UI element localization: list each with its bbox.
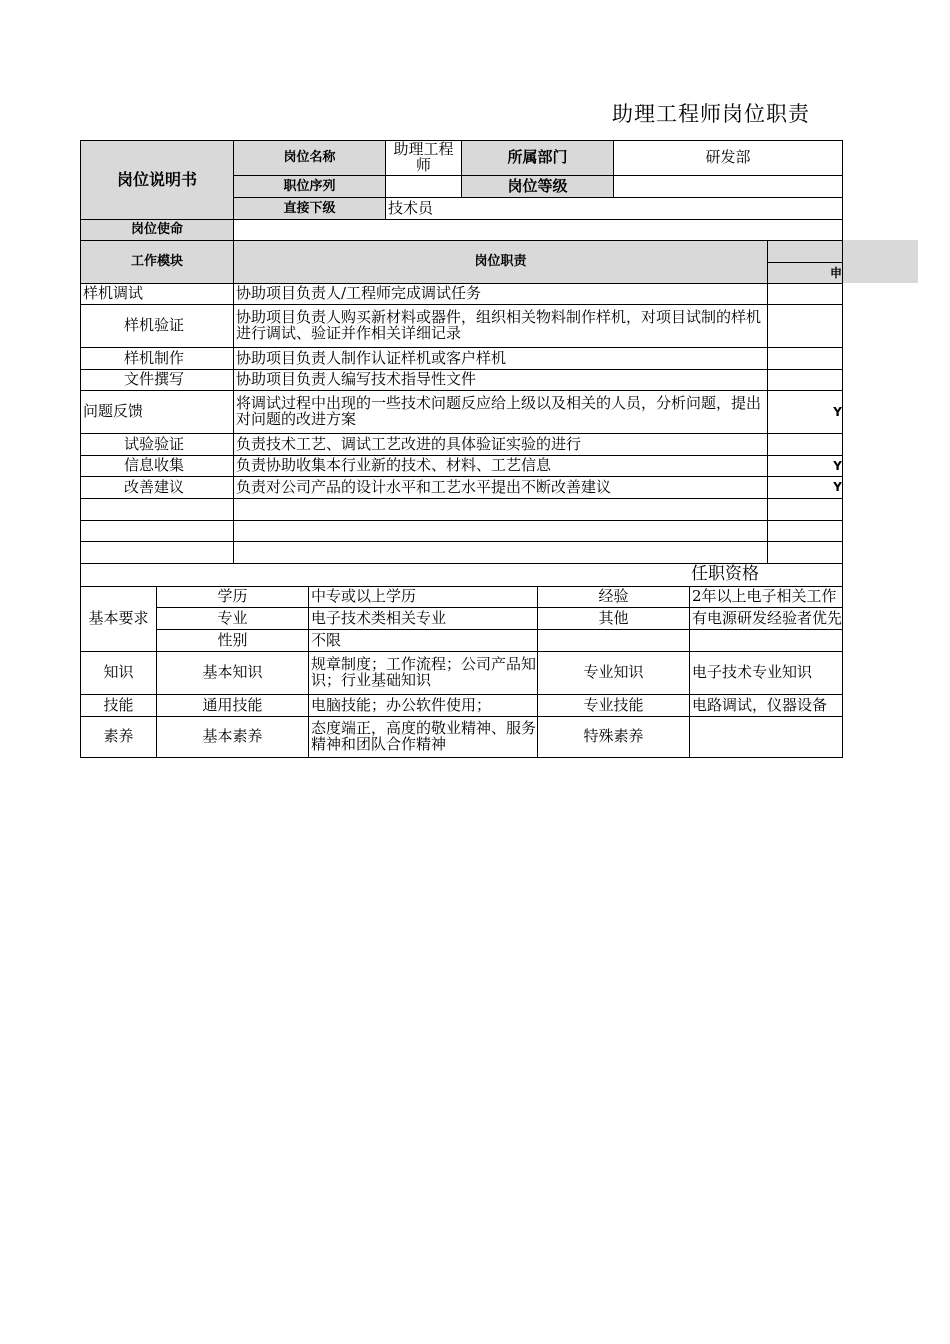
pro-knowledge-label: 专业知识	[538, 652, 690, 695]
duty-flag-8: Y	[768, 477, 843, 499]
basic-requirements-label: 基本要求	[81, 587, 157, 652]
grade-value[interactable]	[614, 176, 843, 198]
duty-text-4: 协助项目负责人编写技术指导性文件	[234, 370, 768, 391]
qualification-section-title: 任职资格	[81, 564, 843, 587]
seq-label: 职位序列	[234, 176, 386, 198]
grade-label: 岗位等级	[462, 176, 614, 198]
duty-flag-6	[768, 434, 843, 456]
duty-flag-5: Y	[768, 391, 843, 434]
module-col-header: 工作模块	[81, 241, 234, 284]
duty-text-7: 负责协助收集本行业新的技术、材料、工艺信息	[234, 456, 768, 477]
other-value: 有电源研发经验者优先	[690, 608, 843, 630]
empty-module-3[interactable]	[81, 542, 234, 564]
empty-flag-2[interactable]	[768, 521, 843, 542]
empty-duty-1[interactable]	[234, 499, 768, 521]
empty-flag-3[interactable]	[768, 542, 843, 564]
empty-flag-1[interactable]	[768, 499, 843, 521]
doc-label: 岗位说明书	[116, 169, 197, 189]
skill-label: 技能	[81, 695, 157, 717]
major-value: 电子技术类相关专业	[309, 608, 538, 630]
empty-duty-2[interactable]	[234, 521, 768, 542]
duty-module-2: 样机验证	[81, 305, 234, 348]
subordinate-value: 技术员	[386, 198, 843, 220]
empty-module-2[interactable]	[81, 521, 234, 542]
duty-flag-2	[768, 305, 843, 348]
pro-knowledge-value: 电子技术专业知识	[690, 652, 843, 695]
education-label: 学历	[157, 587, 309, 608]
job-description-table	[80, 140, 843, 758]
right-col-header-top	[768, 241, 843, 263]
gender-label: 性别	[157, 630, 309, 652]
mission-value[interactable]	[234, 220, 843, 241]
mission-label: 岗位使命	[81, 220, 234, 241]
basic-knowledge-value: 规章制度；工作流程；公司产品知识；行业基础知识	[309, 652, 538, 695]
pro-skill-label: 专业技能	[538, 695, 690, 717]
duty-flag-1	[768, 284, 843, 305]
duty-text-8: 负责对公司产品的设计水平和工艺水平提出不断改善建议	[234, 477, 768, 499]
clipped-header-panel	[843, 240, 918, 283]
knowledge-label: 知识	[81, 652, 157, 695]
other-label: 其他	[538, 608, 690, 630]
pro-skill-value: 电路调试，仪器设备	[690, 695, 843, 717]
duty-flag-4	[768, 370, 843, 391]
duty-col-header: 岗位职责	[234, 241, 768, 284]
subordinate-label: 直接下级	[234, 198, 386, 220]
duty-module-4: 文件撰写	[81, 370, 234, 391]
duty-text-5: 将调试过程中出现的一些技术问题反应给上级以及相关的人员，分析问题，提出对问题的改进方案	[234, 391, 768, 434]
empty-duty-3[interactable]	[234, 542, 768, 564]
duty-module-3: 样机制作	[81, 348, 234, 370]
right-col-header-bottom: 申	[768, 263, 843, 284]
experience-value: 2年以上电子相关工作	[690, 587, 843, 608]
seq-value[interactable]	[386, 176, 462, 198]
general-skill-label: 通用技能	[157, 695, 309, 717]
basic-quality-value: 态度端正，高度的敬业精神、服务精神和团队合作精神	[309, 717, 538, 758]
duty-module-8: 改善建议	[81, 477, 234, 499]
duty-text-2: 协助项目负责人购买新材料或器件，组织相关物料制作样机，对项目试制的样机进行调试、验证并作相关详细记录	[234, 305, 768, 348]
duty-module-7: 信息收集	[81, 456, 234, 477]
duty-flag-3	[768, 348, 843, 370]
general-skill-value: 电脑技能；办公软件使用；	[309, 695, 538, 717]
basic-quality-label: 基本素养	[157, 717, 309, 758]
duty-text-6: 负责技术工艺、调试工艺改进的具体验证实验的进行	[234, 434, 768, 456]
page-title: 助理工程师岗位职责	[612, 102, 810, 126]
post-name-label: 岗位名称	[234, 141, 386, 176]
major-label: 专业	[157, 608, 309, 630]
empty-req-value[interactable]	[690, 630, 843, 652]
duty-module-1: 样机调试	[81, 284, 234, 305]
duty-text-3: 协助项目负责人制作认证样机或客户样机	[234, 348, 768, 370]
experience-label: 经验	[538, 587, 690, 608]
special-quality-label: 特殊素养	[538, 717, 690, 758]
gender-value: 不限	[309, 630, 538, 652]
basic-knowledge-label: 基本知识	[157, 652, 309, 695]
duty-module-5: 问题反馈	[81, 391, 234, 434]
duty-module-6: 试验验证	[81, 434, 234, 456]
post-name-value: 助理工程师	[386, 141, 462, 176]
empty-req-label[interactable]	[538, 630, 690, 652]
education-value: 中专或以上学历	[309, 587, 538, 608]
empty-module-1[interactable]	[81, 499, 234, 521]
duty-text-1: 协助项目负责人/工程师完成调试任务	[234, 284, 768, 305]
dept-label: 所属部门	[462, 141, 614, 176]
dept-value: 研发部	[614, 141, 843, 176]
quality-label: 素养	[81, 717, 157, 758]
doc-label-cell	[81, 141, 234, 220]
duty-flag-7: Y	[768, 456, 843, 477]
special-quality-value[interactable]	[690, 717, 843, 758]
